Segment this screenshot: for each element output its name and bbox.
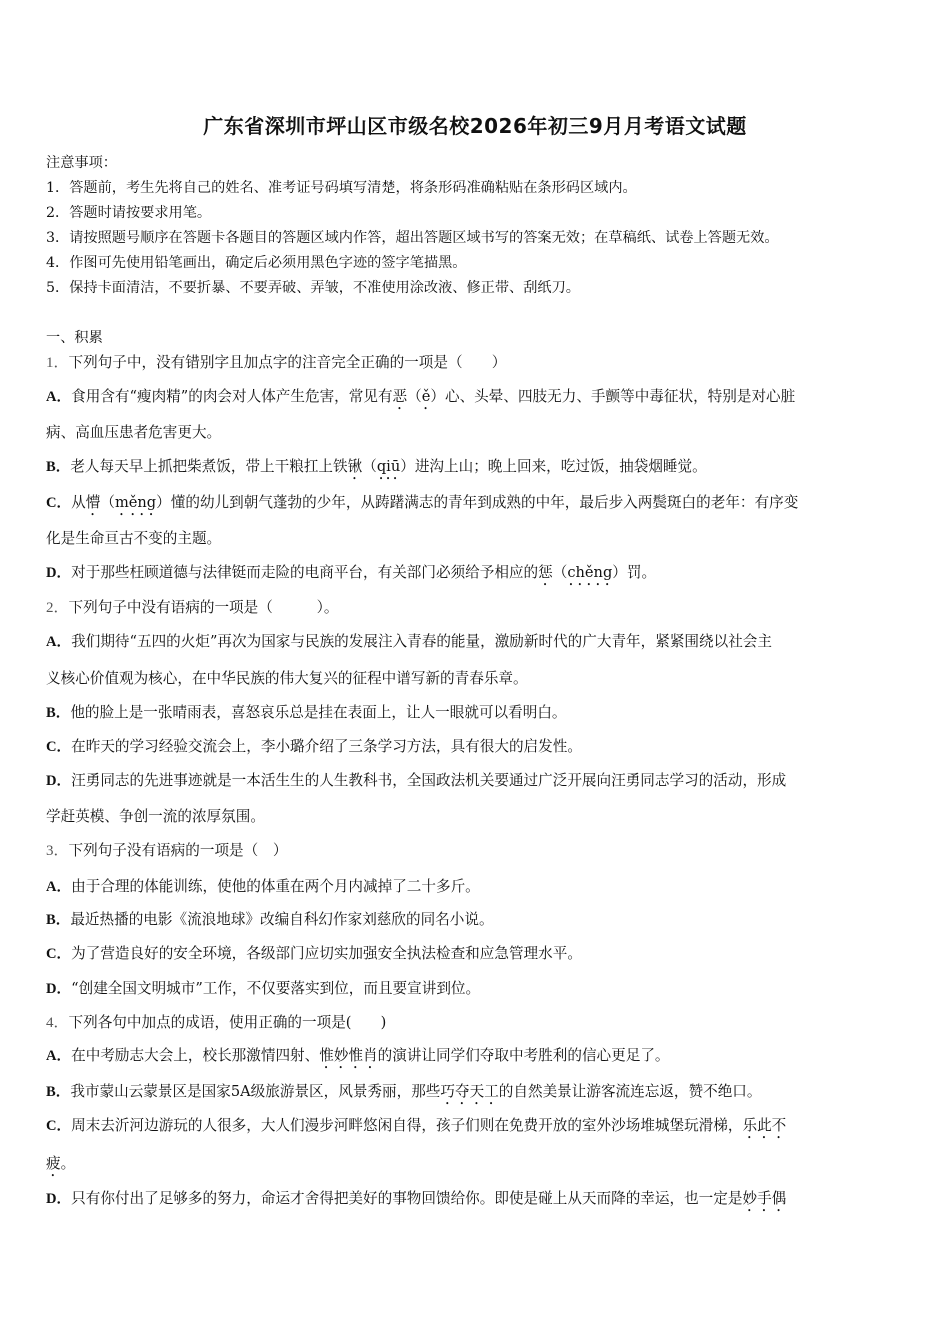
q1-option-d[interactable] (46, 561, 656, 589)
notice-item-4: 4．作图可先使用铅笔画出，确定后必须用黑色字迹的签字笔描黑。 (46, 255, 467, 271)
option-label: D． (46, 565, 72, 581)
option-text: 的演讲让同学们夺取中考胜利的信心更足了。 (377, 1047, 670, 1064)
option-label: D． (46, 981, 72, 997)
option-text: 罚。 (626, 564, 657, 581)
option-label: D． (46, 773, 72, 789)
option-text: 对于那些枉顾道德与法律铤而走险的电商平台，有关部门必须给予相应的 (71, 564, 539, 581)
question-4-stem (46, 1011, 386, 1032)
option-label: C． (46, 495, 72, 511)
notice-item-1: 1．答题前，考生先将自己的姓名、准考证号码填写清楚，将条形码准确粘贴在条形码区域内。 (46, 180, 637, 196)
notice-item-3: 3．请按照题号顺序在答题卡各题目的答题区域内作答，超出答题区域书写的答案无效；在草稿纸、试卷上答题无效。 (46, 230, 779, 246)
option-text: 进沟上山；晚上回来，吃过饭，抽袋烟睡觉。 (414, 458, 707, 475)
option-label: A． (46, 879, 72, 895)
option-text: 从 (71, 494, 86, 511)
notice-item-2: 2．答题时请按要求用笔。 (46, 205, 212, 221)
option-label: A． (46, 634, 72, 650)
option-text: 只有你付出了足够多的努力，命运才舍得把美好的事物回馈给你。即使是碰上从天而降的幸运，也一定是 (71, 1190, 743, 1207)
section-heading: 一、积累 (46, 330, 103, 346)
option-text: 周末去沂河边游玩的人很多，大人们漫步河畔悠闲自得，孩子们则在免费开放的室外沙场堆城堡玩滑梯， (71, 1117, 743, 1134)
question-number: 1． (46, 355, 69, 371)
option-text: 的自然美景让游客流连忘返，赞不绝口。 (498, 1083, 762, 1100)
option-text: 。 (60, 1155, 76, 1172)
question-2-stem (46, 596, 339, 617)
q3-option-b[interactable] (46, 908, 494, 929)
question-1-stem (46, 351, 506, 372)
dotted-word: 锹（qiū） (347, 458, 415, 475)
q1-option-c[interactable] (46, 491, 798, 519)
q4-option-c-cont (46, 1152, 75, 1180)
question-number: 3． (46, 843, 69, 859)
question-number: 2． (46, 600, 69, 616)
page-title: 广东省深圳市坪山区市级名校2026年初三9月月考语文试题 (203, 114, 747, 138)
option-text: 老人每天早上抓把柴煮饭，带上干粮扛上铁 (70, 458, 348, 475)
option-text: 懂的幼儿到朝气蓬勃的少年，从踌躇满志的青年到成熟的中年，最后步入两鬓斑白的老年：有序变 (170, 494, 799, 511)
question-text: 下列句子中没有语病的一项是（ ）。 (68, 599, 339, 616)
q4-option-b[interactable] (46, 1080, 762, 1108)
q1-option-a-cont: 病、高血压患者危害更大。 (46, 424, 222, 441)
q1-option-c-cont: 化是生命亘古不变的主题。 (46, 530, 222, 547)
q1-option-b[interactable] (46, 455, 707, 483)
q2-option-a-cont: 义核心价值观为核心，在中华民族的伟大复兴的征程中谱写新的青春乐章。 (46, 670, 528, 687)
q2-option-b[interactable] (46, 701, 567, 722)
q2-option-c[interactable] (46, 735, 582, 756)
option-label: C． (46, 739, 72, 755)
dotted-word: 懵（měng） (85, 494, 171, 511)
question-text: 下列句子没有语病的一项是（ ） (68, 842, 288, 859)
option-label: B． (46, 459, 71, 475)
option-label: B． (46, 705, 71, 721)
option-text: 最近热播的电影《流浪地球》改编自科幻作家刘慈欣的同名小说。 (70, 911, 494, 928)
option-text: 汪勇同志的先进事迹就是一本活生生的人生教科书，全国政法机关要通过广泛开展向汪勇同志学习的活动，形成 (71, 772, 787, 789)
dotted-word: 恶（ě） (392, 388, 445, 405)
dotted-word: 巧夺天工 (440, 1083, 499, 1100)
notice-heading: 注意事项： (46, 155, 117, 171)
option-label: C． (46, 946, 72, 962)
option-label: B． (46, 912, 71, 928)
option-text: 在中考励志大会上，校长那激情四射、 (71, 1047, 320, 1064)
dotted-word: 惩（chěng） (538, 564, 627, 581)
dotted-word: 惟妙惟肖 (319, 1047, 378, 1064)
q2-option-a[interactable] (46, 630, 772, 651)
q2-option-d-cont: 学赶英模、争创一流的浓厚氛围。 (46, 808, 265, 825)
notice-item-5: 5．保持卡面清洁，不要折暴、不要弄破、弄皱，不准使用涂改液、修正带、刮纸刀。 (46, 280, 580, 296)
option-text: 我们期待“五四的火炬”再次为国家与民族的发展注入青春的能量，激励新时代的广大青年，紧紧围绕以社会主 (71, 633, 772, 650)
option-label: A． (46, 389, 72, 405)
dotted-word: 妙手偶 (742, 1190, 787, 1207)
q4-option-a[interactable] (46, 1044, 670, 1072)
question-number: 4． (46, 1015, 69, 1031)
q4-option-d[interactable] (46, 1187, 786, 1215)
option-text: “创建全国文明城市”工作，不仅要落实到位，而且要宣讲到位。 (71, 980, 481, 997)
option-text: 食用含有“瘦肉精”的肉会对人体产生危害，常见有 (71, 388, 393, 405)
dotted-word: 疲 (46, 1155, 61, 1172)
option-label: D． (46, 1191, 72, 1207)
q3-option-d[interactable] (46, 977, 480, 998)
option-text: 在昨天的学习经验交流会上，李小璐介绍了三条学习方法，具有很大的启发性。 (71, 738, 582, 755)
option-text: 我市蒙山云蒙景区是国家5A级旅游景区，风景秀丽，那些 (70, 1083, 441, 1100)
dotted-word: 乐此不 (742, 1117, 787, 1134)
question-3-stem (46, 839, 287, 860)
q3-option-c[interactable] (46, 942, 582, 963)
q1-option-a[interactable] (46, 385, 795, 413)
option-text: 他的脸上是一张晴雨表，喜怒哀乐总是挂在表面上，让人一眼就可以看明白。 (70, 704, 567, 721)
option-text: 心、头晕、四肢无力、手颤等中毒征状，特别是对心脏 (444, 388, 796, 405)
question-text: 下列句子中，没有错别字且加点字的注音完全正确的一项是（ ） (68, 354, 507, 371)
option-label: A． (46, 1048, 72, 1064)
option-label: B． (46, 1084, 71, 1100)
q2-option-d[interactable] (46, 769, 786, 790)
option-label: C． (46, 1118, 72, 1134)
option-text: 由于合理的体能训练，使他的体重在两个月内减掉了二十多斤。 (71, 878, 480, 895)
option-text: 为了营造良好的安全环境，各级部门应切实加强安全执法检查和应急管理水平。 (71, 945, 582, 962)
q3-option-a[interactable] (46, 875, 480, 896)
question-text: 下列各句中加点的成语，使用正确的一项是( ) (68, 1014, 387, 1031)
q4-option-c[interactable] (46, 1114, 786, 1142)
